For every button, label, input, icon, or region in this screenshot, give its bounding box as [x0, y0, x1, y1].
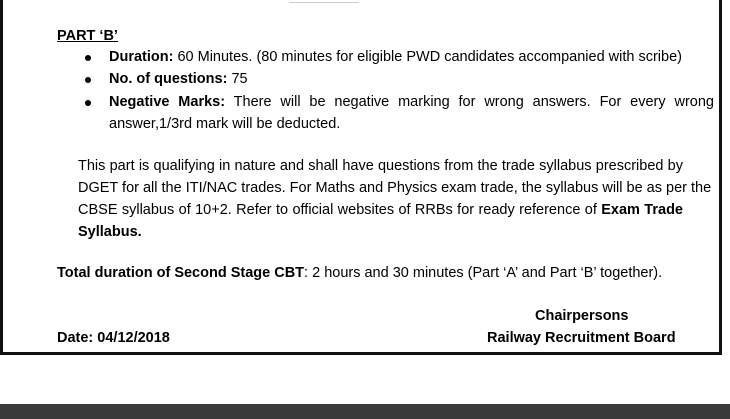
bullet-questions — [109, 70, 248, 88]
total-duration-label: Total duration of Second Stage CBT — [57, 265, 305, 281]
bullet-dot — [85, 100, 91, 106]
paragraph-line: DGET for all the ITI/NAC trades. For Maths and Physics exam trade, the syllabus will be as per the — [78, 180, 712, 196]
bullet-text: There will be negative marking for wrong answers. For every wrong — [225, 94, 714, 110]
viewer-bottom-bar — [0, 404, 730, 419]
paragraph-line: This part is qualifying in nature and shall have questions from the trade syllabus prescribed by — [78, 158, 683, 174]
total-duration-text: : 2 hours and 30 minutes (Part ‘A’ and Part ‘B’ together). — [304, 265, 663, 281]
exam-trade-bold: Exam Trade — [601, 202, 683, 218]
bullet-negative-marks-cont: answer,1/3rd mark will be deducted. — [109, 116, 341, 132]
bullet-dot — [85, 77, 91, 83]
bullet-label: Duration: — [109, 49, 174, 65]
bullet-text: 60 Minutes. (80 minutes for eligible PWD candidates accompanied with scribe) — [173, 49, 682, 65]
paragraph-line: CBSE syllabus of 10+2. Refer to official websites of RRBs for ready reference of Exam Trade — [78, 202, 683, 218]
bullet-duration — [109, 48, 682, 66]
section-heading: PART ‘B’ — [57, 28, 118, 44]
previous-section-fragment — [289, 0, 359, 3]
signature-org: Railway Recruitment Board — [487, 330, 676, 346]
signature-title: Chairpersons — [535, 308, 629, 324]
paragraph-line-bold: Syllabus. — [78, 224, 142, 240]
bullet-label: No. of questions: — [109, 71, 228, 87]
bullet-dot — [85, 55, 91, 61]
document-date: Date: 04/12/2018 — [57, 330, 170, 346]
bullet-label: Negative Marks: — [109, 94, 226, 110]
bullet-negative-marks — [109, 93, 714, 111]
total-duration — [57, 264, 662, 282]
bullet-text: 75 — [227, 71, 248, 87]
